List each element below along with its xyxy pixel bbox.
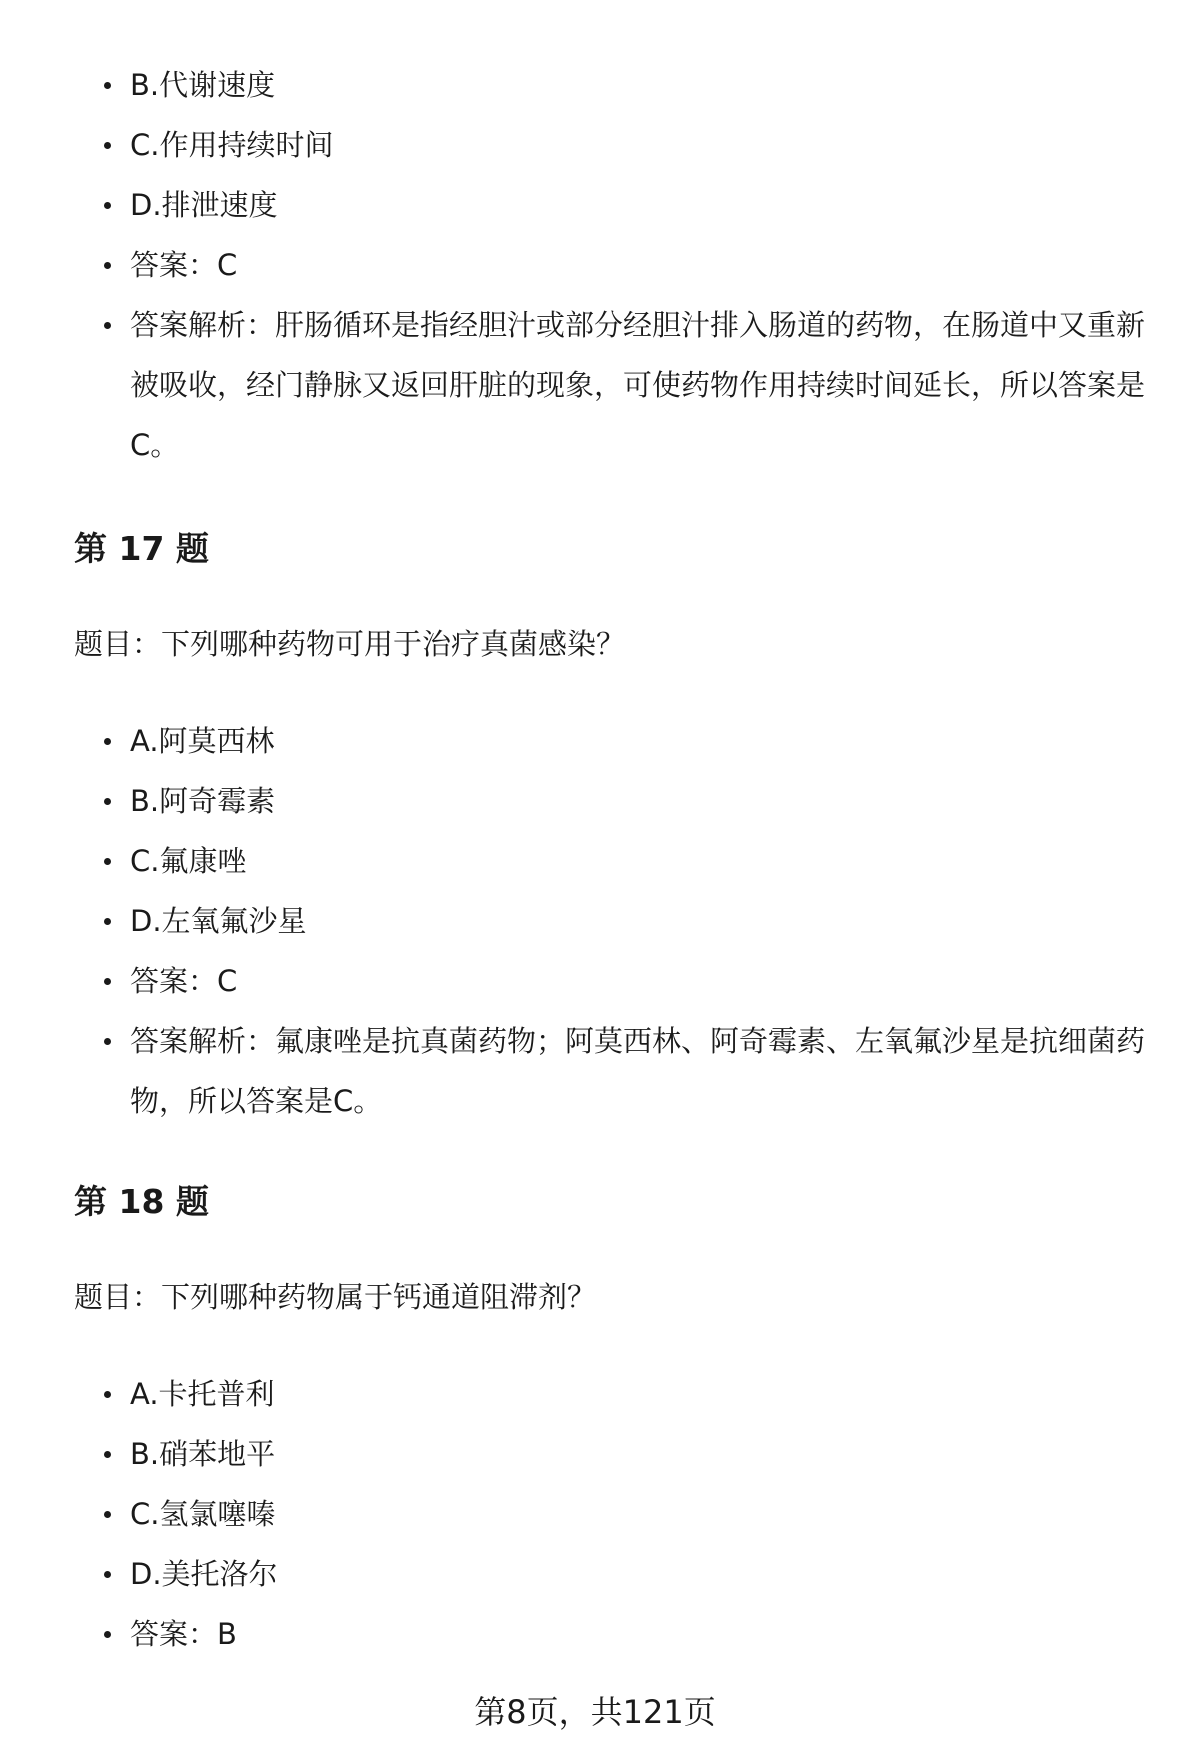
answer: 答案：B bbox=[0, 1604, 1190, 1664]
page-number-footer: 第8页，共121页 bbox=[474, 1693, 716, 1731]
question-17-text: 题目：下列哪种药物可用于治疗真菌感染？ bbox=[74, 627, 626, 661]
option-c: C.氢氯噻嗪 bbox=[0, 1484, 1190, 1544]
question-18-text: 题目：下列哪种药物属于钙通道阻滞剂？ bbox=[74, 1280, 597, 1314]
option-c: C.作用持续时间 bbox=[0, 115, 1190, 175]
question-17-list bbox=[0, 711, 1190, 1131]
option-b: B.阿奇霉素 bbox=[0, 771, 1190, 831]
option-d: D.排泄速度 bbox=[0, 175, 1190, 235]
option-b: B.硝苯地平 bbox=[0, 1424, 1190, 1484]
answer: 答案：C bbox=[0, 951, 1190, 1011]
option-d: D.美托洛尔 bbox=[0, 1544, 1190, 1604]
option-c: C.氟康唑 bbox=[0, 831, 1190, 891]
answer: 答案：C bbox=[0, 235, 1190, 295]
option-a: A.卡托普利 bbox=[0, 1364, 1190, 1424]
question-18-heading: 第 18 题 bbox=[74, 1182, 209, 1221]
prev-question-list bbox=[0, 55, 1190, 475]
question-18-list bbox=[0, 1364, 1190, 1664]
answer-analysis: 答案解析：肝肠循环是指经胆汁或部分经胆汁排入肠道的药物，在肠道中又重新被吸收，经门静脉又返回肝脏的现象，可使药物作用持续时间延长，所以答案是C。 bbox=[0, 295, 1190, 475]
option-a: A.阿莫西林 bbox=[0, 711, 1190, 771]
option-d: D.左氧氟沙星 bbox=[0, 891, 1190, 951]
question-17-heading: 第 17 题 bbox=[74, 529, 209, 568]
option-b: B.代谢速度 bbox=[0, 55, 1190, 115]
answer-analysis: 答案解析：氟康唑是抗真菌药物；阿莫西林、阿奇霉素、左氧氟沙星是抗细菌药物，所以答案是C。 bbox=[0, 1011, 1190, 1131]
